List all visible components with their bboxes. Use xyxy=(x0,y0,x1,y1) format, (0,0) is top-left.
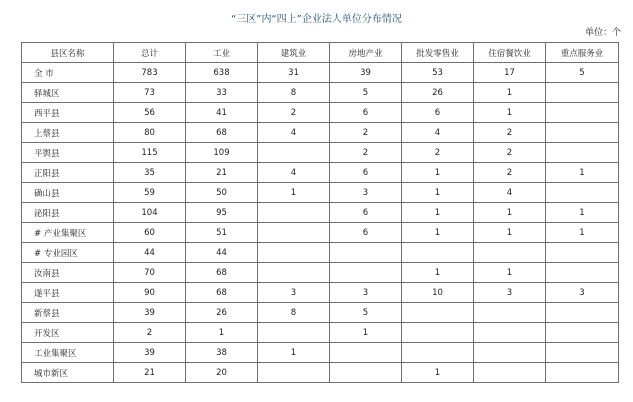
value-cell: 1 xyxy=(474,103,546,123)
table-row xyxy=(22,363,619,383)
value-cell: 5 xyxy=(330,83,402,103)
value-cell: 73 xyxy=(114,83,186,103)
county-name-cell: 开发区 xyxy=(22,323,114,343)
value-cell: 1 xyxy=(474,263,546,283)
value-cell: 1 xyxy=(474,223,546,243)
table-row xyxy=(22,243,619,263)
value-cell: 41 xyxy=(186,103,258,123)
value-cell: 8 xyxy=(258,303,330,323)
value-cell xyxy=(546,123,619,143)
value-cell: 4 xyxy=(402,123,474,143)
value-cell: 21 xyxy=(186,163,258,183)
value-cell xyxy=(546,263,619,283)
value-cell: 6 xyxy=(330,203,402,223)
value-cell: 6 xyxy=(330,223,402,243)
value-cell: 90 xyxy=(114,283,186,303)
county-name-cell: 遂平县 xyxy=(22,283,114,303)
value-cell: 3 xyxy=(546,283,619,303)
table-row xyxy=(22,123,619,143)
county-name-cell: 工业集聚区 xyxy=(22,343,114,363)
value-cell: 2 xyxy=(474,143,546,163)
value-cell: 2 xyxy=(330,143,402,163)
value-cell: 35 xyxy=(114,163,186,183)
value-cell: 33 xyxy=(186,83,258,103)
county-name-cell: 泌阳县 xyxy=(22,203,114,223)
value-cell: 1 xyxy=(402,223,474,243)
value-cell xyxy=(474,363,546,383)
value-cell xyxy=(258,323,330,343)
value-cell: 59 xyxy=(114,183,186,203)
unit-label: 单位：个 xyxy=(584,28,621,38)
value-cell: 1 xyxy=(330,323,402,343)
value-cell: 10 xyxy=(402,283,474,303)
header-cell: 总计 xyxy=(114,43,186,63)
table-title: “三区”内“四上”企业法人单位分布情况 xyxy=(231,14,402,25)
value-cell xyxy=(546,363,619,383)
header-cell: 房地产业 xyxy=(330,43,402,63)
value-cell xyxy=(546,243,619,263)
value-cell xyxy=(258,263,330,283)
value-cell: 1 xyxy=(546,203,619,223)
value-cell xyxy=(546,323,619,343)
value-cell xyxy=(474,343,546,363)
value-cell: 44 xyxy=(114,243,186,263)
value-cell: 44 xyxy=(186,243,258,263)
value-cell: 115 xyxy=(114,143,186,163)
value-cell: 3 xyxy=(330,183,402,203)
header-cell: 重点服务业 xyxy=(546,43,619,63)
table-row xyxy=(22,323,619,343)
value-cell: 26 xyxy=(186,303,258,323)
value-cell xyxy=(546,103,619,123)
value-cell: 8 xyxy=(258,83,330,103)
value-cell xyxy=(330,243,402,263)
value-cell: 1 xyxy=(402,203,474,223)
value-cell: 1 xyxy=(474,83,546,103)
value-cell: 1 xyxy=(258,183,330,203)
value-cell: 2 xyxy=(402,143,474,163)
value-cell: 638 xyxy=(186,63,258,83)
value-cell: 4 xyxy=(258,123,330,143)
value-cell xyxy=(258,203,330,223)
county-name-cell: # 产业集聚区 xyxy=(22,223,114,243)
county-name-cell: 确山县 xyxy=(22,183,114,203)
table-row xyxy=(22,163,619,183)
value-cell xyxy=(402,323,474,343)
value-cell: 2 xyxy=(474,123,546,143)
table-row xyxy=(22,183,619,203)
header-row xyxy=(22,43,619,63)
value-cell xyxy=(258,243,330,263)
value-cell: 60 xyxy=(114,223,186,243)
value-cell: 56 xyxy=(114,103,186,123)
value-cell: 80 xyxy=(114,123,186,143)
value-cell: 3 xyxy=(258,283,330,303)
value-cell: 1 xyxy=(402,263,474,283)
value-cell: 1 xyxy=(402,163,474,183)
value-cell: 39 xyxy=(330,63,402,83)
header-cell: 县区名称 xyxy=(22,43,114,63)
value-cell: 51 xyxy=(186,223,258,243)
value-cell: 53 xyxy=(402,63,474,83)
value-cell: 2 xyxy=(258,103,330,123)
value-cell: 783 xyxy=(114,63,186,83)
header-cell: 批发零售业 xyxy=(402,43,474,63)
county-name-cell: 驿城区 xyxy=(22,83,114,103)
value-cell: 104 xyxy=(114,203,186,223)
value-cell xyxy=(330,363,402,383)
value-cell xyxy=(546,83,619,103)
value-cell xyxy=(330,343,402,363)
value-cell xyxy=(474,323,546,343)
value-cell xyxy=(330,263,402,283)
value-cell xyxy=(402,243,474,263)
value-cell: 1 xyxy=(258,343,330,363)
value-cell: 68 xyxy=(186,283,258,303)
county-name-cell: # 专业园区 xyxy=(22,243,114,263)
value-cell: 1 xyxy=(186,323,258,343)
header-cell: 住宿餐饮业 xyxy=(474,43,546,63)
value-cell: 20 xyxy=(186,363,258,383)
county-name-cell: 西平县 xyxy=(22,103,114,123)
value-cell: 1 xyxy=(402,363,474,383)
data-table xyxy=(21,42,619,383)
county-name-cell: 全 市 xyxy=(22,63,114,83)
county-name-cell: 汝南县 xyxy=(22,263,114,283)
value-cell: 50 xyxy=(186,183,258,203)
value-cell xyxy=(258,363,330,383)
value-cell: 4 xyxy=(258,163,330,183)
table-row xyxy=(22,63,619,83)
value-cell: 70 xyxy=(114,263,186,283)
value-cell: 6 xyxy=(330,103,402,123)
value-cell: 6 xyxy=(330,163,402,183)
value-cell xyxy=(546,143,619,163)
value-cell: 1 xyxy=(546,163,619,183)
value-cell: 39 xyxy=(114,303,186,323)
value-cell xyxy=(258,223,330,243)
value-cell: 26 xyxy=(402,83,474,103)
value-cell xyxy=(546,343,619,363)
county-name-cell: 上蔡县 xyxy=(22,123,114,143)
county-name-cell: 正阳县 xyxy=(22,163,114,183)
table-body xyxy=(22,63,619,383)
county-name-cell: 新蔡县 xyxy=(22,303,114,323)
value-cell: 5 xyxy=(330,303,402,323)
value-cell xyxy=(258,143,330,163)
table-row xyxy=(22,83,619,103)
value-cell: 3 xyxy=(330,283,402,303)
table-row xyxy=(22,283,619,303)
value-cell xyxy=(546,303,619,323)
table-row xyxy=(22,203,619,223)
value-cell: 6 xyxy=(402,103,474,123)
table-row xyxy=(22,263,619,283)
value-cell: 38 xyxy=(186,343,258,363)
value-cell: 1 xyxy=(474,203,546,223)
table-row xyxy=(22,303,619,323)
value-cell: 39 xyxy=(114,343,186,363)
value-cell: 2 xyxy=(330,123,402,143)
value-cell: 4 xyxy=(474,183,546,203)
value-cell: 1 xyxy=(546,223,619,243)
value-cell: 68 xyxy=(186,263,258,283)
value-cell: 95 xyxy=(186,203,258,223)
value-cell xyxy=(474,243,546,263)
value-cell: 1 xyxy=(402,183,474,203)
table-row xyxy=(22,223,619,243)
value-cell xyxy=(402,303,474,323)
value-cell xyxy=(402,343,474,363)
value-cell: 109 xyxy=(186,143,258,163)
value-cell: 2 xyxy=(474,163,546,183)
table-row xyxy=(22,143,619,163)
header-cell: 工业 xyxy=(186,43,258,63)
value-cell: 31 xyxy=(258,63,330,83)
table-row xyxy=(22,343,619,363)
value-cell xyxy=(546,183,619,203)
value-cell xyxy=(474,303,546,323)
value-cell: 68 xyxy=(186,123,258,143)
value-cell: 21 xyxy=(114,363,186,383)
value-cell: 2 xyxy=(114,323,186,343)
value-cell: 3 xyxy=(474,283,546,303)
county-name-cell: 城市新区 xyxy=(22,363,114,383)
value-cell: 17 xyxy=(474,63,546,83)
value-cell: 5 xyxy=(546,63,619,83)
table-row xyxy=(22,103,619,123)
county-name-cell: 平舆县 xyxy=(22,143,114,163)
header-cell: 建筑业 xyxy=(258,43,330,63)
